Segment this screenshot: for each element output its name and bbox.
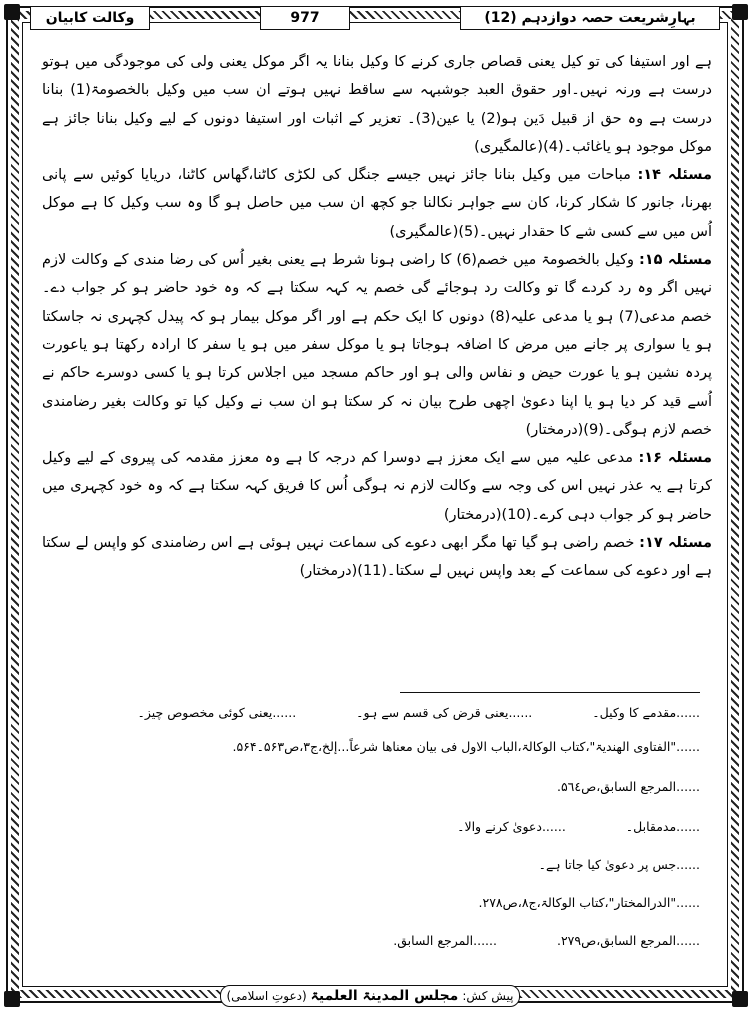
footer-prefix: پیش کش: [462, 989, 514, 1003]
masala-label: مسئلہ ۱۷: [639, 535, 713, 552]
footnotes-row [60, 810, 700, 843]
masala-17 [42, 529, 712, 586]
masala-label: مسئلہ ۱۴: [637, 167, 712, 184]
footnote: ......المرجع السابق،ص۲۷۹. [556, 933, 700, 948]
masala-text: مدعی علیہ میں سے ایک معزز ہے دوسرا کم درجہ کا ہے وہ معزز مقدمہ کی پیروی کے لیے وکیل کرتا ہے یہ عذر نہیں اس کی وجہ سے وکالت لازم نہ ہوگی اُس کا فریق کہہ سکتا ہے کہ وہ خود کچہری میں حاضر ہو کر جواب دہی کرے۔(10)(درمختار) [42, 450, 712, 523]
footnote: ......"الدرالمختار"،کتاب الوکالۃ،ج۸،ص۲۷۸. [478, 895, 700, 910]
page-number: 977 [260, 6, 350, 30]
footnote: ......المرجع السابق،ص۵٦٤. [556, 779, 700, 794]
masala-15 [42, 246, 712, 444]
footnote: ......جس پر دعویٰ کیا جاتا ہے۔ [538, 857, 700, 872]
footnotes-row [60, 924, 700, 957]
footnote: ......یعنی کوئی مخصوص چیز۔ [137, 705, 297, 720]
page-header [30, 4, 720, 32]
masala-16 [42, 444, 712, 529]
masala-text: مباحات میں وکیل بنانا جائز نہیں جیسے جنگل کی لکڑی کاٹنا،گھاس کاٹنا، دریایا کوئیں سے پانی بھرنا، جانور کا شکار کرنا، کان سے جواہر نکالنا جو کچھ ان سب میں حاصل ہو گا وہ سب وکیل کا ہے موکل اُس میں سے کسی شے کا حقدار نہیں۔(5)(عالمگیری) [42, 167, 712, 240]
chapter-title: وکالت کابیان [30, 6, 150, 30]
masala-label: مسئلہ ۱۶: [638, 450, 712, 467]
paragraph: ہے اور استیفا کی تو کیل یعنی قصاص جاری کرنے کا وکیل بنانا یہ اگر موکل یعنی ولی کی موجودگی میں ہوتو درست ہے ورنہ نہیں۔اور حقوق العبد جوشبہہ سے ساقط نہیں ہوتے ان سب میں وکیل بالخصومۃ(1) بنانا درست ہے وہ حق از قبیل دَین ہو(2) یا عین(3)۔ تعزیر کے اثبات اور استیفا دونوں کے لیے وکیل بنانا جائز ہے موکل موجود ہو یاغائب۔(4)(عالمگیری) [42, 54, 712, 155]
footnotes-row [60, 696, 700, 729]
masala-text: وکیل بالخصومۃ میں خصم(6) کا راضی ہونا شرط ہے یعنی بغیر اُس کی رضا مندی کے وکالت لازم نہیں اگر وہ رد کردے گا تو وکالت رد ہوجائے گی خصم یہ کہہ سکتا ہے کہ وہ خود حاضر ہو کر جواب دے۔ خصم مدعی(7) ہو یا مدعی علیہ(8) دونوں کا ایک حکم ہے اور اگر موکل بیمار ہو کہ پیدل کچہری نہ جاسکتا ہو یا سواری پر جانے میں مرض کا اضافہ ہوجاتا ہو یا موکل سفر میں ہو یا سفر کا ارادہ رکھتا ہو یاعورت پردہ نشین ہو یا عورت حیض و نفاس والی ہو اور حاکم مسجد میں اجلاس کرتا ہو یا کسی دوسرے حاکم نے اُسے قید کر دیا ہو یا اپنا دعویٰ اچھی طرح بیان نہ کر سکتا ہو ان سب نے وکیل کیا تو وکالت بغیر رضامندی خصم لازم ہوگی۔(9)(درمختار) [42, 252, 712, 438]
footnote-separator [60, 686, 700, 695]
masala-label: مسئلہ ۱۵: [638, 252, 712, 269]
corner-ornament [732, 4, 748, 20]
corner-ornament [4, 4, 20, 20]
footnote: ......مدمقابل۔ [625, 819, 700, 834]
page-footer [220, 985, 520, 1007]
footer-publisher: مجلس المدینۃ العلمیۃ [310, 988, 459, 1004]
masala-text: خصم راضی ہو گیا تھا مگر ابھی دعوے کی سماعت نہیں ہوئی ہے اس رضامندی کو واپس لے سکتا ہے اور دعوے کی سماعت کے بعد واپس نہیں لے سکتا۔(11)(درمختار) [42, 535, 712, 580]
footnote: ......یعنی قرض کی قسم سے ہو۔ [356, 705, 533, 720]
footnote: ......مقدمے کا وکیل۔ [592, 705, 700, 720]
corner-ornament [732, 991, 748, 1007]
footnote: ......"الفتاوی الھندیۃ"،کتاب الوکالۃ،الباب الاول فی بیان معناھا شرعاً...إلخ،ج۳،ص۵۶۳۔۵۶۴. [232, 739, 700, 754]
book-title: بہارِشریعت حصہ دوازدہم (12) [460, 6, 720, 30]
main-text [42, 48, 712, 586]
footnote: ......دعویٰ کرنے والا۔ [457, 819, 566, 834]
footer-suffix: (دعوتِ اسلامی) [226, 989, 307, 1003]
corner-ornament [4, 991, 20, 1007]
masala-14 [42, 161, 712, 246]
footnote: ......المرجع السابق. [393, 933, 497, 948]
